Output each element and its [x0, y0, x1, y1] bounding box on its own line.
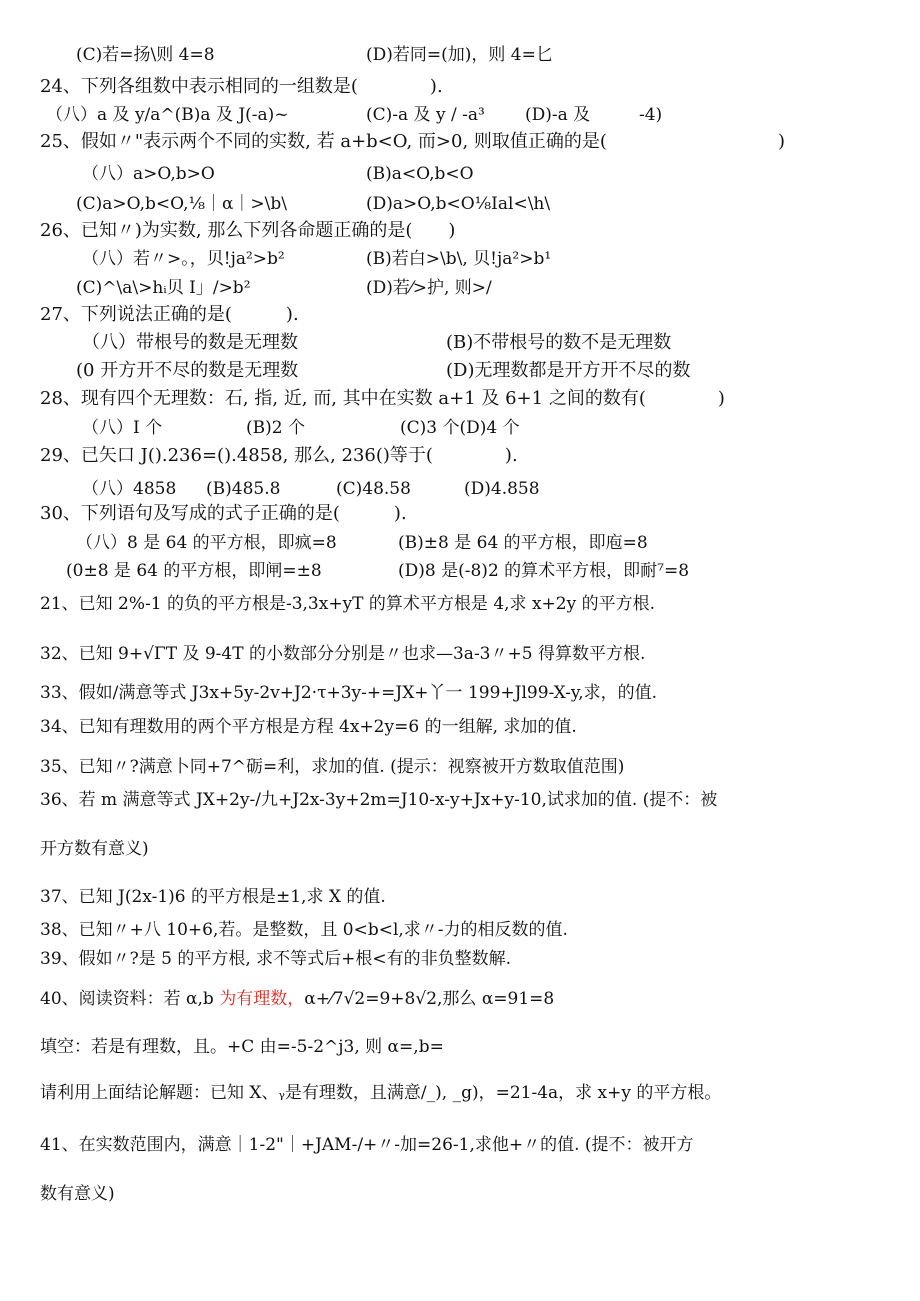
q24-options-ab: （八）a 及 y/a^(B)a 及 J(-a)~ [46, 105, 289, 125]
fill-in-line: 填空：若是有理数，且。+C 由=-5-2^j3, 则 α=,b= [40, 1037, 444, 1057]
question-36-continued: 开方数有意义) [40, 839, 149, 859]
q29-option-b: (B)485.8 [206, 479, 281, 499]
question-34: 34、已知有理数用的两个平方根是方程 4x+2y=6 的一组解, 求加的值. [40, 717, 577, 737]
question-40 [40, 988, 554, 1010]
q27-option-b: (B)不带根号的数不是无理数 [446, 332, 672, 353]
q25-option-c: (C)a>O,b<O,⅛｜α｜>\b\ [76, 194, 288, 214]
question-30: 30、下列语句及写成的式子正确的是( ). [40, 503, 407, 524]
q24-option-d-tail: -4) [639, 105, 663, 125]
option-d-line1: (D)若同=(加)，则 4=匕 [366, 45, 553, 65]
question-37: 37、已知 J(2x-1)6 的平方根是±1,求 X 的值. [40, 887, 386, 907]
option-c-line1: (C)若=扬\则 4=8 [76, 45, 215, 65]
q25-option-a: （八）a>O,b>O [82, 164, 215, 184]
q25-option-b: (B)a<O,b<O [366, 164, 474, 184]
question-41-continued: 数有意义) [40, 1184, 115, 1204]
question-35: 35、已知〃?满意卜同+7^砺=利，求加的值. (提示：视察被开方数取值范围) [40, 757, 625, 777]
question-29: 29、已矢口 J().236=().4858, 那么, 236()等于( ). [40, 445, 518, 466]
q40-text-start: 40、阅读资料：若 α,b [40, 989, 220, 1009]
q30-option-b: (B)±8 是 64 的平方根，即庖=8 [398, 533, 648, 553]
q26-option-a: （八）若〃>。，贝!ja²>b² [82, 249, 285, 269]
q26-option-c: (C)^\a\>hᵢ贝 I」/>b² [76, 278, 251, 298]
q27-option-c: (0 开方开不尽的数是无理数 [76, 360, 299, 381]
question-27: 27、下列说法正确的是( ). [40, 304, 299, 325]
question-32: 32、已知 9+√ΓT 及 9-4T 的小数部分分别是〃也求—3a-3〃+5 得算数平方根. [40, 644, 646, 664]
q28-option-cd: (C)3 个(D)4 个 [400, 418, 520, 438]
q28-option-a: （八）I 个 [82, 418, 163, 438]
q29-option-c: (C)48.58 [336, 479, 411, 499]
q40-highlight: 为有理数， [219, 989, 305, 1009]
question-25: 25、假如〃"表示两个不同的实数, 若 a+b<O, 而>0, 则取值正确的是( [40, 131, 607, 152]
q24-option-c: (C)-a 及 y / -a³ [366, 105, 485, 125]
question-36: 36、若 m 满意等式 JX+2y-/九+J2x-3y+2m=J10-x-y+Jx+y-10,试求加的值. (提不：被 [40, 790, 718, 810]
q26-option-b: (B)若白>\b\, 贝!ja²>b¹ [366, 249, 552, 269]
q30-option-c: (0±8 是 64 的平方根，即闸=±8 [66, 561, 322, 581]
q27-option-d: (D)无理数都是开方开不尽的数 [446, 360, 691, 381]
question-33: 33、假如/满意等式 J3x+5y-2v+J2·τ+3y-+=JX+丫一 199+Jl99-X-y,求，的值. [40, 683, 658, 703]
question-24: 24、下列各组数中表示相同的一组数是( ). [40, 76, 443, 97]
question-28: 28、现有四个无理数：石, 指, 近, 而, 其中在实数 a+1 及 6+1 之间的数有( ) [40, 388, 725, 409]
question-39: 39、假如〃?是 5 的平方根, 求不等式后+根<有的非负整数解. [40, 949, 512, 969]
question-26: 26、已知〃)为实数, 那么下列各命题正确的是( ) [40, 220, 456, 241]
apply-line: 请利用上面结论解题：已知 X、ᵧ是有理数，且满意/_), _g)，=21-4a，求 x+y 的平方根。 [40, 1083, 722, 1103]
q24-option-d: (D)-a 及 [525, 105, 591, 125]
question-21: 21、已知 2%-1 的负的平方根是-3,3x+yT 的算术平方根是 4,求 x+2y 的平方根. [40, 594, 656, 614]
q28-option-b: (B)2 个 [246, 418, 305, 438]
q30-option-a: （八）8 是 64 的平方根，即疯=8 [76, 533, 337, 553]
question-38: 38、已知〃+八 10+6,若。是整数，且 0<b<l,求〃-力的相反数的值. [40, 920, 568, 940]
q29-option-a: （八）4858 [82, 479, 177, 499]
q26-option-d: (D)若⁄>护, 则>/ [366, 278, 492, 298]
q29-option-d: (D)4.858 [464, 479, 540, 499]
q30-option-d: (D)8 是(-8)2 的算术平方根，即耐⁷=8 [398, 561, 690, 581]
question-41: 41、在实数范围内，满意｜1-2"｜+JAM-/+〃-加=26-1,求他+〃的值. (提不：被开方 [40, 1135, 694, 1155]
q27-option-a: （八）带根号的数是无理数 [82, 332, 298, 353]
q40-text-end: α+⁄7√2=9+8√2,那么 α=91=8 [304, 989, 555, 1009]
q25-option-d: (D)a>O,b<O⅛Ial<\h\ [366, 194, 551, 214]
question-25-paren: ) [778, 131, 786, 152]
